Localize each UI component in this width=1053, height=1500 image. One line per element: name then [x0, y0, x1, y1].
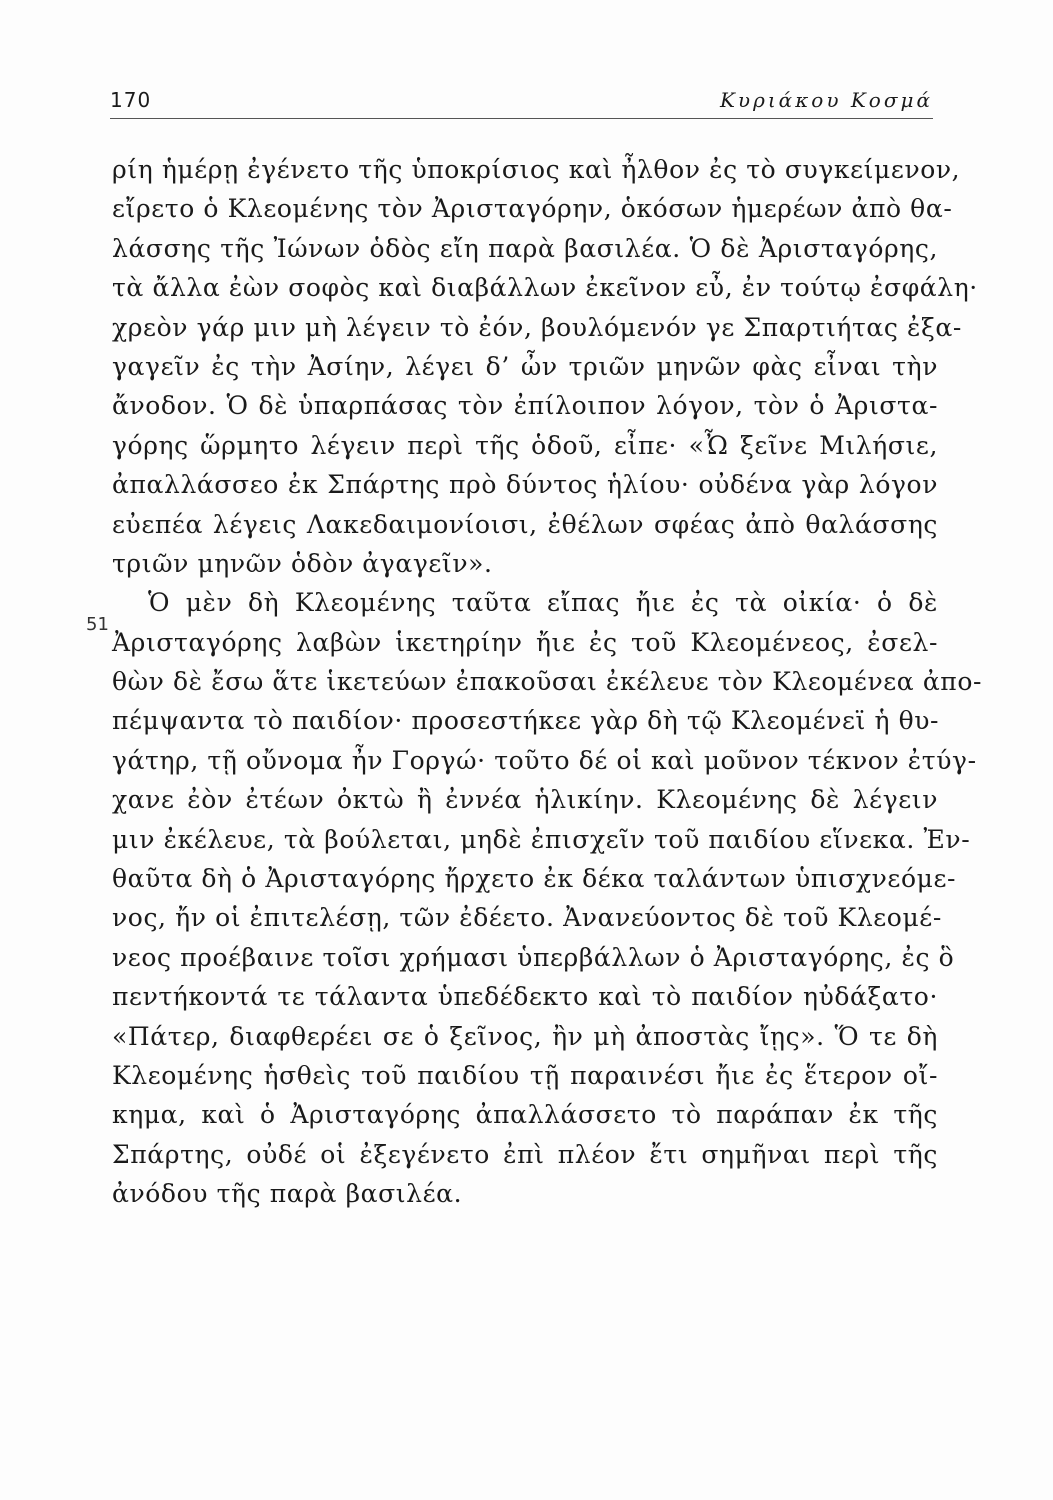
text-line: νος, ἤν οἱ ἐπιτελέσῃ, τῶν ἐδέετο. Ἀνανεύοντος δὲ τοῦ Κλεομέ- — [112, 903, 942, 933]
text-line: λάσσης τῆς Ἰώνων ὁδὸς εἴη παρὰ βασιλέα. Ὁ δὲ Ἀρισταγόρης, — [112, 233, 938, 263]
text-line: θὼν δὲ ἔσω ἅτε ἱκετεύων ἐπακοῦσαι ἐκέλευε τὸν Κλεομένεα ἀπο- — [112, 667, 983, 697]
text-line: ρίη ἡμέρῃ ἐγένετο τῆς ὑποκρίσιος καὶ ἦλθον ἐς τὸ συγκείμενον, — [112, 155, 961, 184]
text-line: ἄνοδον. Ὁ δὲ ὑπαρπάσας τὸν ἐπίλοιπον λόγον, τὸν ὁ Ἀριστα- — [112, 391, 938, 421]
text-line: χρεὸν γάρ μιν μὴ λέγειν τὸ ἐόν, βουλόμενόν γε Σπαρτιήτας ἐξα- — [112, 312, 962, 342]
text-line: γαγεῖν ἐς τὴν Ἀσίην, λέγει δ’ ὦν τριῶν μηνῶν φὰς εἶναι τὴν — [112, 351, 938, 381]
header-rule — [110, 118, 933, 119]
text-line: Σπάρτης, οὐδέ οἱ ἐξεγένετο ἐπὶ πλέον ἔτι σημῆναι περὶ τῆς — [112, 1139, 938, 1169]
section-number: 51 — [86, 614, 109, 635]
text-line: τριῶν μηνῶν ὁδὸν ἀγαγεῖν». — [112, 548, 493, 578]
running-head: Κυριάκου Κοσμά — [719, 88, 933, 112]
page-header — [110, 88, 933, 118]
text-line: εἴρετο ὁ Κλεομένης τὸν Ἀρισταγόρην, ὁκόσων ἡμερέων ἀπὸ θα- — [112, 194, 953, 224]
text-line: εὐεπέα λέγεις Λακεδαιμονίοισι, ἐθέλων σφέας ἀπὸ θαλάσσης — [112, 509, 938, 539]
text-line: τὰ ἄλλα ἐὼν σοφὸς καὶ διαβάλλων ἐκεῖνον εὖ, ἐν τούτῳ ἐσφάλη· — [112, 273, 978, 303]
text-line: γάτηρ, τῇ οὔνομα ἦν Γοργώ· τοῦτο δέ οἱ καὶ μοῦνον τέκνον ἐτύγ- — [112, 745, 977, 775]
page-number: 170 — [110, 88, 152, 112]
text-line: θαῦτα δὴ ὁ Ἀρισταγόρης ἤρχετο ἐκ δέκα ταλάντων ὑπισχνεόμε- — [112, 864, 957, 894]
text-line: Ὁ μὲν δὴ Κλεομένης ταῦτα εἴπας ἤιε ἐς τὰ οἰκία· ὁ δὲ — [148, 588, 938, 618]
text-line: «Πάτερ, διαφθερέει σε ὁ ξεῖνος, ἢν μὴ ἀποστὰς ἴῃς». Ὅ τε δὴ — [112, 1021, 938, 1051]
text-line: ἀνόδου τῆς παρὰ βασιλέα. — [112, 1179, 463, 1209]
text-line: πέμψαντα τὸ παιδίον· προσεστήκεε γὰρ δὴ τῷ Κλεομένεϊ ἡ θυ- — [112, 706, 940, 736]
text-line: πεντήκοντά τε τάλαντα ὑπεδέδεκτο καὶ τὸ παιδίον ηὐδάξατο· — [112, 982, 938, 1012]
text-line: μιν ἐκέλευε, τὰ βούλεται, μηδὲ ἐπισχεῖν τοῦ παιδίου εἵνεκα. Ἐν- — [112, 824, 971, 854]
text-line: Ἀρισταγόρης λαβὼν ἱκετηρίην ἤιε ἐς τοῦ Κλεομένεος, ἐσελ- — [112, 627, 938, 657]
text-line: χανε ἐὸν ἐτέων ὀκτὼ ἢ ἐννέα ἡλικίην. Κλεομένης δὲ λέγειν — [112, 785, 938, 815]
text-line: γόρης ὥρμητο λέγειν περὶ τῆς ὁδοῦ, εἶπε· «Ὦ ξεῖνε Μιλήσιε, — [112, 430, 938, 460]
text-line: ἀπαλλάσσεο ἐκ Σπάρτης πρὸ δύντος ἡλίου· οὐδένα γὰρ λόγον — [112, 470, 938, 500]
text-line: νεος προέβαινε τοῖσι χρήμασι ὑπερβάλλων ὁ Ἀρισταγόρης, ἐς ὃ — [112, 942, 955, 972]
text-line: κημα, καὶ ὁ Ἀρισταγόρης ἀπαλλάσσετο τὸ παράπαν ἐκ τῆς — [112, 1100, 938, 1130]
body-text — [112, 150, 983, 1214]
text-line: Κλεομένης ἡσθεὶς τοῦ παιδίου τῇ παραινέσι ἤιε ἐς ἕτερον οἴ- — [112, 1060, 938, 1090]
